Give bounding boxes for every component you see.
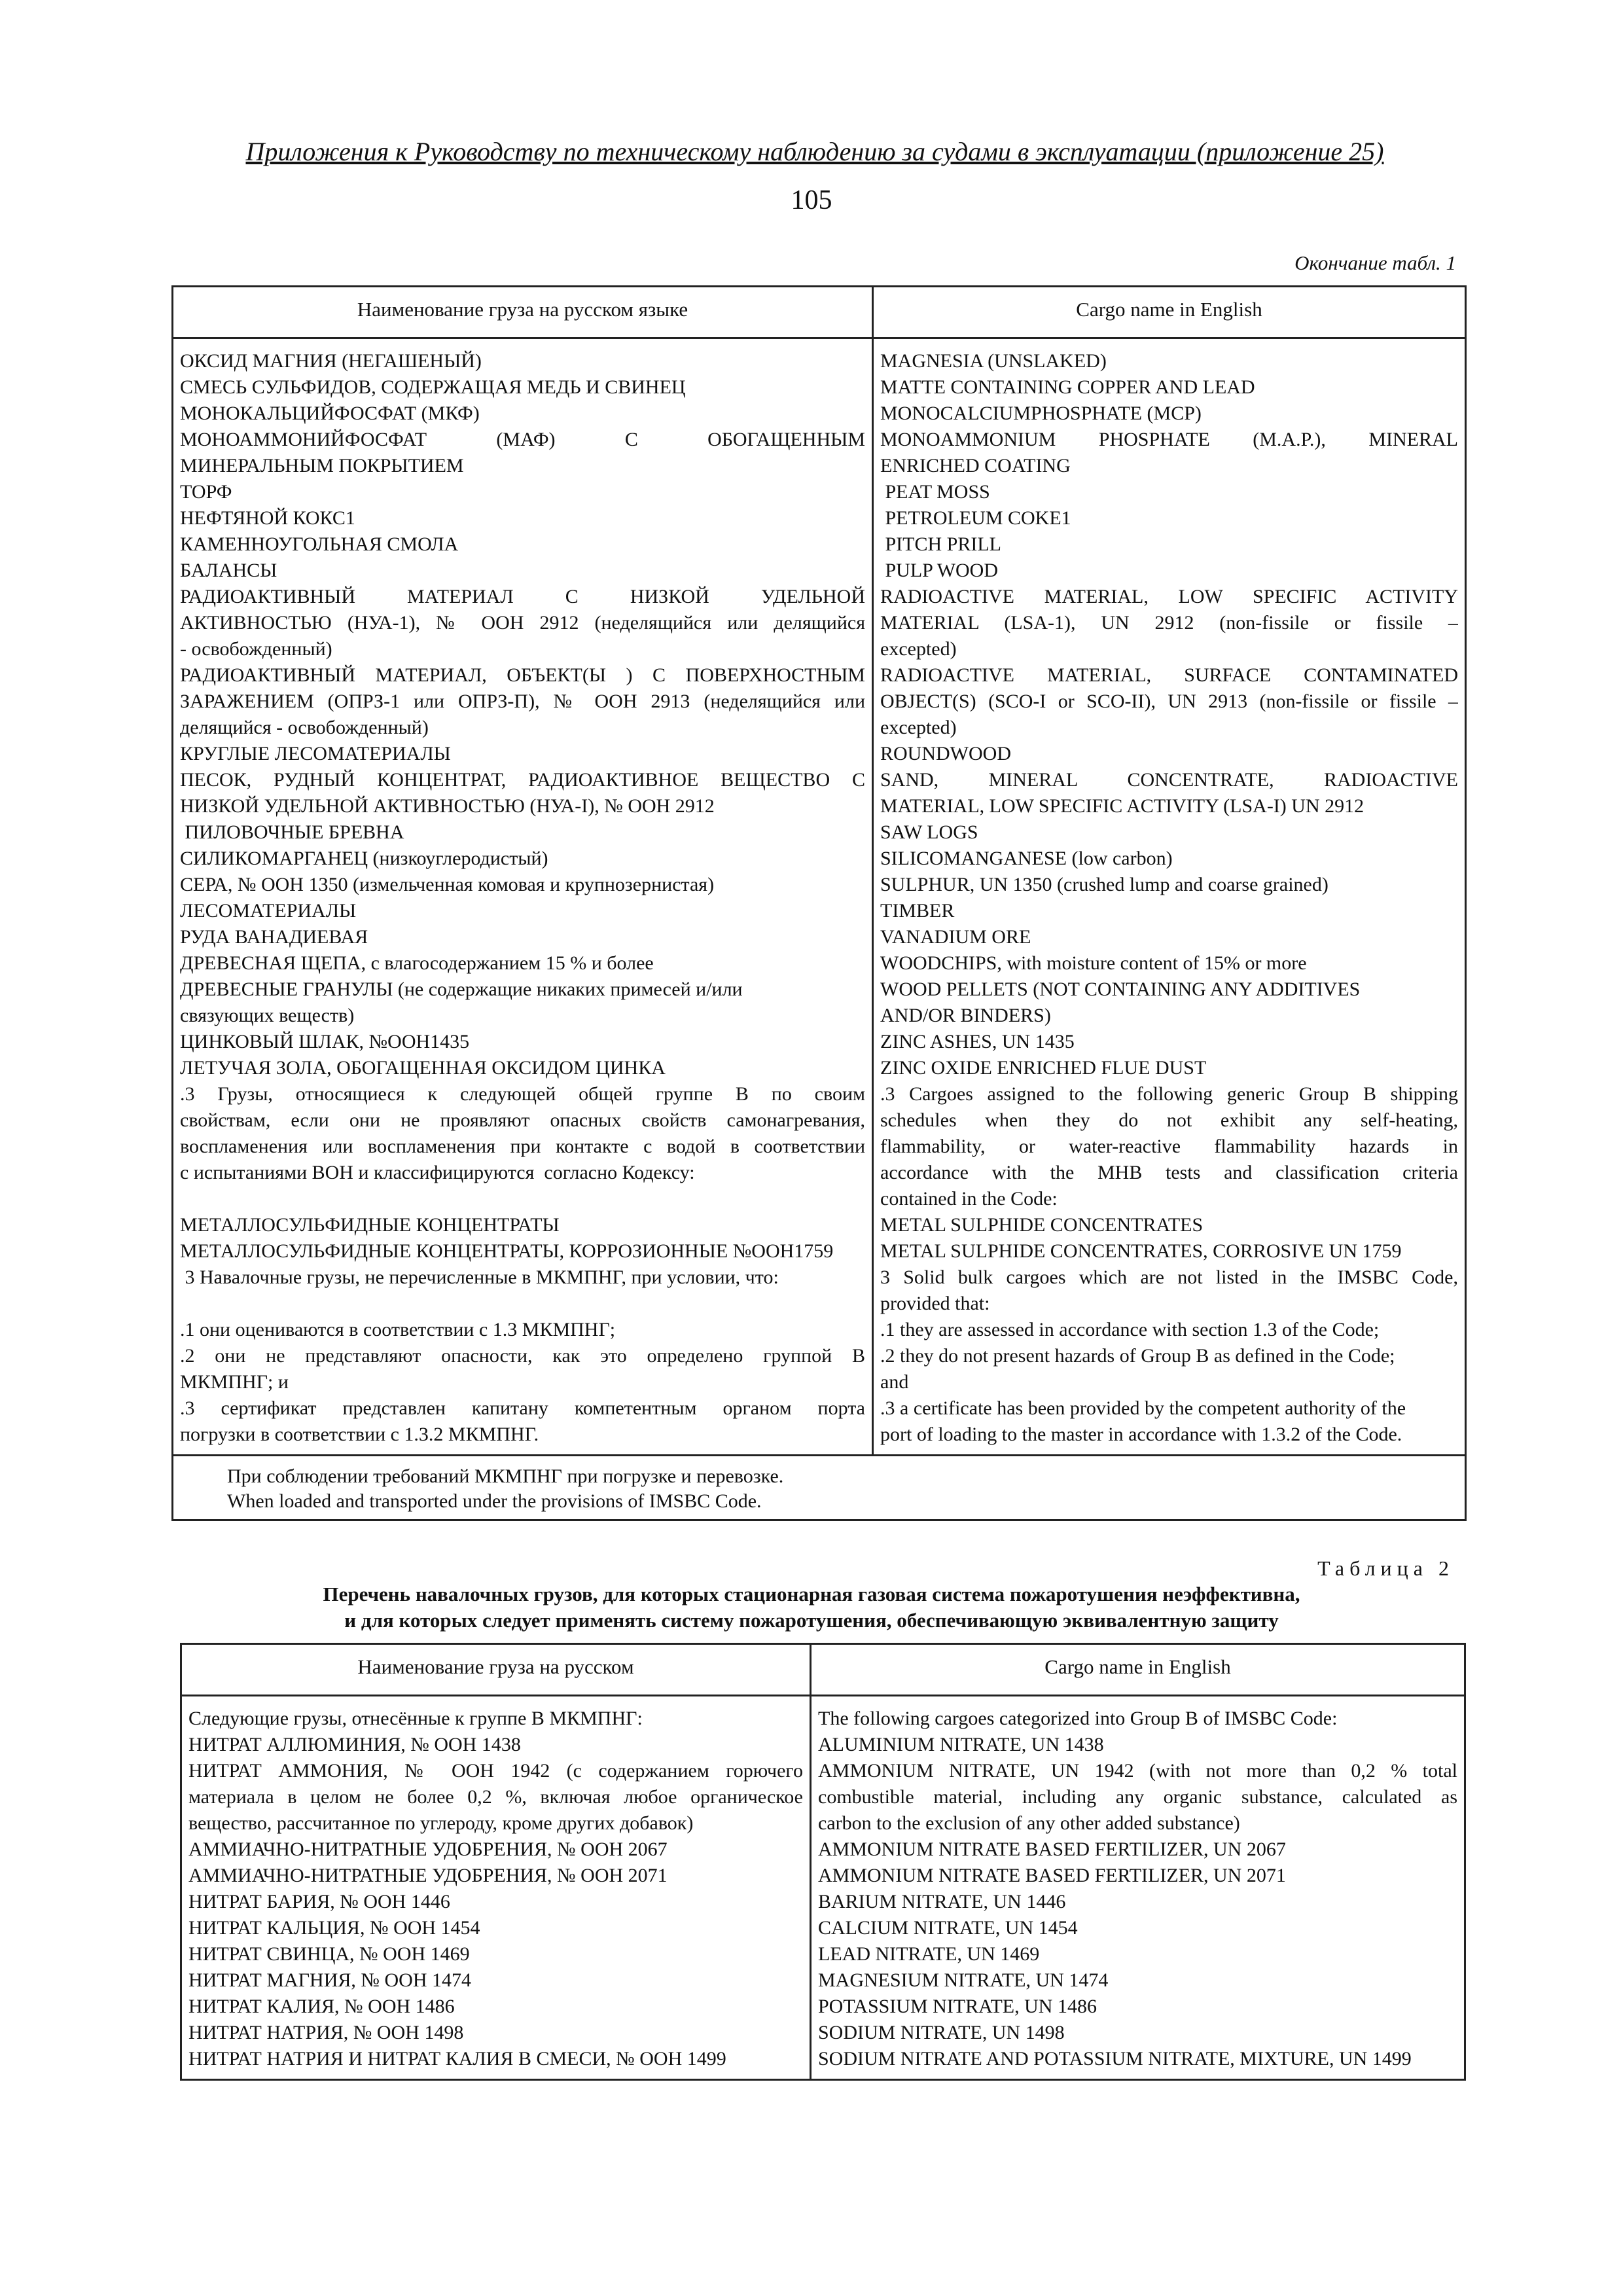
cargo-line: .2 they do not present hazards of Group B as defined in the Code; <box>880 1345 1395 1367</box>
cargo-line: воспламенения или воспламенения при контакте с водой в соответствии <box>180 1136 865 1157</box>
cargo-line: ALUMINIUM NITRATE, UN 1438 <box>818 1734 1104 1755</box>
cargo-line: связующих веществ) <box>180 1005 355 1026</box>
table-2-label: Таблица 2 <box>1317 1556 1454 1580</box>
cargo-line: МЕТАЛЛОСУЛЬФИДНЫЕ КОНЦЕНТРАТЫ <box>180 1214 560 1236</box>
cargo-line: ZINC ASHES, UN 1435 <box>880 1031 1075 1052</box>
cargo-line: WOOD PELLETS (NOT CONTAINING ANY ADDITIVES <box>880 978 1361 1000</box>
cargo-line: материала в целом не более 0,2 %, включая любое органическое <box>188 1786 803 1808</box>
cargo-line: RADIOACTIVE MATERIAL, LOW SPECIFIC ACTIVITY <box>880 586 1458 607</box>
table-2-column-header-english: Cargo name in English <box>811 1644 1465 1696</box>
cargo-line: вещество, рассчитанное по углероду, кроме других добавок) <box>188 1812 694 1834</box>
cargo-line: 3 Solid bulk cargoes which are not listed in the IMSBC Code, <box>880 1266 1458 1288</box>
cargo-line: MATERIAL, LOW SPECIFIC ACTIVITY (LSA-I) UN 2912 <box>880 795 1364 817</box>
cargo-line: АММИАЧНО-НИТРАТНЫЕ УДОБРЕНИЯ, № ООН 2071 <box>188 1865 668 1886</box>
table-body-row <box>173 338 1466 1456</box>
cargo-line: PETROLEUM COKE1 <box>880 507 1071 529</box>
cargo-line: POTASSIUM NITRATE, UN 1486 <box>818 1996 1097 2017</box>
cargo-line: CALCIUM NITRATE, UN 1454 <box>818 1917 1078 1939</box>
cargo-line: carbon to the exclusion of any other added substance) <box>818 1812 1240 1834</box>
table-2-column-header-russian: Наименование груза на русском <box>181 1644 811 1696</box>
cargo-line: НИТРАТ АЛЛЮМИНИЯ, № ООН 1438 <box>188 1734 521 1755</box>
cargo-table-1 <box>171 285 1467 1521</box>
cargo-line: НИТРАТ НАТРИЯ, № ООН 1498 <box>188 2022 464 2043</box>
cargo-line: .2 они не представляют опасности, как это определено группой В <box>180 1345 865 1367</box>
table-header-row <box>173 287 1466 338</box>
cargo-line: .3 сертификат представлен капитану компетентным органом порта <box>180 1397 865 1419</box>
cargo-line: and <box>880 1371 909 1393</box>
cargo-line: schedules when they do not exhibit any self-heating, <box>880 1109 1458 1131</box>
table-2-body-row <box>181 1696 1465 2080</box>
cargo-line: ТОРФ <box>180 481 232 503</box>
cargo-line: PEAT MOSS <box>880 481 990 503</box>
cargo-line: НИТРАТ НАТРИЯ И НИТРАТ КАЛИЯ В СМЕСИ, № ООН 1499 <box>188 2048 726 2070</box>
cargo-line: VANADIUM ORE <box>880 926 1031 948</box>
cargo-line: КАМЕННОУГОЛЬНАЯ СМОЛА <box>180 533 459 555</box>
footnote-english: When loaded and transported under the provisions of IMSBC Code. <box>227 1490 762 1512</box>
cargo-line: свойствам, если они не проявляют опасных свойств самонагревания, <box>180 1109 865 1131</box>
cargo-table-2 <box>180 1643 1466 2081</box>
cargo-line: КРУГЛЫЕ ЛЕСОМАТЕРИАЛЫ <box>180 743 451 764</box>
cargo-line: НИТРАТ МАГНИЯ, № ООН 1474 <box>188 1969 471 1991</box>
page-number: 105 <box>791 185 832 215</box>
cargo-line: ЛЕТУЧАЯ ЗОЛА, ОБОГАЩЕННАЯ ОКСИДОМ ЦИНКА <box>180 1057 666 1079</box>
cargo-line: RADIOACTIVE MATERIAL, SURFACE CONTAMINATED <box>880 664 1458 686</box>
cargo-line: AMMONIUM NITRATE BASED FERTILIZER, UN 2071 <box>818 1865 1286 1886</box>
cargo-line <box>180 1186 865 1212</box>
cargo-line: LEAD NITRATE, UN 1469 <box>818 1943 1040 1965</box>
cargo-line: combustible material, including any organic substance, calculated as <box>818 1786 1457 1808</box>
cargo-line: МОНОАММОНИЙФОСФАТ (МАФ) С ОБОГАЩЕННЫМ <box>180 429 865 450</box>
cargo-line: .3 a certificate has been provided by the competent authority of the <box>880 1397 1406 1419</box>
cargo-line: АКТИВНОСТЬЮ (НУА-1), № ООН 2912 (неделящийся или делящийся <box>180 612 865 634</box>
table-footnote <box>173 1456 1466 1520</box>
cargo-line: flammability, or water-reactive flammability hazards in <box>880 1136 1458 1157</box>
cargo-line: excepted) <box>880 638 957 660</box>
cargo-line: ОКСИД МАГНИЯ (НЕГАШЕНЫЙ) <box>180 350 482 372</box>
cargo-line: contained in the Code: <box>880 1188 1058 1210</box>
cargo-line: НИТРАТ АММОНИЯ, № ООН 1942 (с содержанием горючего <box>188 1760 803 1782</box>
cargo-line: НЕФТЯНОЙ КОКС1 <box>180 507 355 529</box>
cargo-line: SULPHUR, UN 1350 (crushed lump and coarse grained) <box>880 874 1329 895</box>
cargo-line: 3 Навалочные грузы, не перечисленные в МКМПНГ, при условии, что: <box>180 1266 779 1288</box>
cargo-line: .3 Cargoes assigned to the following generic Group B shipping <box>880 1083 1458 1105</box>
cargo-line: ПИЛОВОЧНЫЕ БРЕВНА <box>180 821 404 843</box>
cargo-line: ROUNDWOOD <box>880 743 1011 764</box>
cargo-line <box>180 1291 865 1317</box>
cargo-line: SAND, MINERAL CONCENTRATE, RADIOACTIVE <box>880 769 1458 791</box>
cargo-line: ДРЕВЕСНАЯ ЩЕПА, с влагосодержанием 15 % и более <box>180 952 654 974</box>
cargo-line: Следующие грузы, отнесённые к группе В МКМПНГ: <box>188 1708 643 1729</box>
cargo-line: ПЕСОК, РУДНЫЙ КОНЦЕНТРАТ, РАДИОАКТИВНОЕ ВЕЩЕСТВО С <box>180 769 865 791</box>
cargo-line: БАЛАНСЫ <box>180 560 277 581</box>
cargo-line: РАДИОАКТИВНЫЙ МАТЕРИАЛ, ОБЪЕКТ(Ы ) С ПОВЕРХНОСТНЫМ <box>180 664 865 686</box>
cargo-line: НИТРАТ КАЛЬЦИЯ, № ООН 1454 <box>188 1917 480 1939</box>
cargo-line: BARIUM NITRATE, UN 1446 <box>818 1891 1066 1912</box>
cargo-line: OBJECT(S) (SCO-I or SCO-II), UN 2913 (non-fissile or fissile – <box>880 691 1458 712</box>
cargo-line: ENRICHED COATING <box>880 455 1071 476</box>
cargo-line: с испытаниями ВОН и классифицируются согласно Кодексу: <box>180 1162 695 1183</box>
cargo-line: НИТРАТ СВИНЦА, № ООН 1469 <box>188 1943 470 1965</box>
cargo-line: ZINC OXIDE ENRICHED FLUE DUST <box>880 1057 1207 1079</box>
cargo-line: НИТРАТ БАРИЯ, № ООН 1446 <box>188 1891 450 1912</box>
cargo-line: METAL SULPHIDE CONCENTRATES, CORROSIVE UN 1759 <box>880 1240 1402 1262</box>
cargo-line: ЦИНКОВЫЙ ШЛАК, №ООН1435 <box>180 1031 470 1052</box>
cargo-line: ДРЕВЕСНЫЕ ГРАНУЛЫ (не содержащие никаких примесей и/или <box>180 978 743 1000</box>
cargo-line: МЕТАЛЛОСУЛЬФИДНЫЕ КОНЦЕНТРАТЫ, КОРРОЗИОННЫЕ №ООН1759 <box>180 1240 834 1262</box>
cargo-line: СИЛИКОМАРГАНЕЦ (низкоуглеродистый) <box>180 848 548 869</box>
cargo-line: MAGNESIUM NITRATE, UN 1474 <box>818 1969 1109 1991</box>
column-header-russian: Наименование груза на русском языке <box>173 287 873 338</box>
cargo-line: MONOCALCIUMPHOSPHATE (MCP) <box>880 403 1202 424</box>
cargo-line: PULP WOOD <box>880 560 999 581</box>
cargo-line: SODIUM NITRATE, UN 1498 <box>818 2022 1065 2043</box>
cargo-line: .1 они оцениваются в соответствии с 1.3 МКМПНГ; <box>180 1319 616 1340</box>
cargo-line: .3 Грузы, относящиеся к следующей общей группе В по своим <box>180 1083 865 1105</box>
column-header-english: Cargo name in English <box>873 287 1466 338</box>
cargo-line: СМЕСЬ СУЛЬФИДОВ, СОДЕРЖАЩАЯ МЕДЬ И СВИНЕЦ <box>180 376 686 398</box>
cargo-line: accordance with the MHB tests and classification criteria <box>880 1162 1458 1183</box>
cargo-line: ЗАРАЖЕНИЕМ (ОПРЗ-1 или ОПРЗ-П), № ООН 2913 (неделящийся или <box>180 691 865 712</box>
cargo-line: НИТРАТ КАЛИЯ, № ООН 1486 <box>188 1996 455 2017</box>
cargo-line: METAL SULPHIDE CONCENTRATES <box>880 1214 1204 1236</box>
russian-cargo-names <box>173 338 873 1456</box>
cargo-line: MAGNESIA (UNSLAKED) <box>880 350 1107 372</box>
cargo-line: TIMBER <box>880 900 955 922</box>
cargo-line: РУДА ВАНАДИЕВАЯ <box>180 926 368 948</box>
table-2-russian-cargo-names <box>181 1696 811 2080</box>
cargo-line: SAW LOGS <box>880 821 978 843</box>
cargo-line: ЛЕСОМАТЕРИАЛЫ <box>180 900 357 922</box>
running-header: Приложения к Руководству по техническому наблюдению за судами в эксплуатации (приложение 25) <box>245 137 1384 166</box>
cargo-line: MATERIAL (LSA-1), UN 2912 (non-fissile or fissile – <box>880 612 1458 634</box>
cargo-line: .1 they are assessed in accordance with section 1.3 of the Code; <box>880 1319 1380 1340</box>
cargo-line: MONOAMMONIUM PHOSPHATE (M.A.P.), MINERAL <box>880 429 1458 450</box>
cargo-line: погрузки в соответствии с 1.3.2 МКМПНГ. <box>180 1424 539 1445</box>
table-footer-row <box>173 1456 1466 1520</box>
cargo-line: МОНОКАЛЬЦИЙФОСФАТ (МКФ) <box>180 403 480 424</box>
table-2-header-row <box>181 1644 1465 1696</box>
cargo-line: НИЗКОЙ УДЕЛЬНОЙ АКТИВНОСТЬЮ (НУА-I), № ООН 2912 <box>180 795 715 817</box>
cargo-line: AMMONIUM NITRATE, UN 1942 (with not more than 0,2 % total <box>818 1760 1457 1782</box>
cargo-line: AMMONIUM NITRATE BASED FERTILIZER, UN 2067 <box>818 1839 1286 1860</box>
table-continuation-note: Окончание табл. 1 <box>1294 251 1456 274</box>
cargo-line: The following cargoes categorized into Group B of IMSBC Code: <box>818 1708 1338 1729</box>
cargo-line: МИНЕРАЛЬНЫМ ПОКРЫТИЕМ <box>180 455 464 476</box>
table-2-title-line-2: и для которых следует применять систему пожаротушения, обеспечивающую эквивалентную защиту <box>344 1609 1279 1632</box>
cargo-line: РАДИОАКТИВНЫЙ МАТЕРИАЛ С НИЗКОЙ УДЕЛЬНОЙ <box>180 586 865 607</box>
cargo-line: АММИАЧНО-НИТРАТНЫЕ УДОБРЕНИЯ, № ООН 2067 <box>188 1839 668 1860</box>
table-2-title-line-1: Перечень навалочных грузов, для которых стационарная газовая система пожаротушения неэффективна, <box>323 1583 1300 1605</box>
cargo-line: provided that: <box>880 1293 990 1314</box>
cargo-line: - освобожденный) <box>180 638 332 660</box>
cargo-line: СЕРА, № ООН 1350 (измельченная комовая и крупнозернистая) <box>180 874 715 895</box>
cargo-line: PITCH PRILL <box>880 533 1002 555</box>
table-2-english-cargo-names <box>811 1696 1465 2080</box>
cargo-line: SILICOMANGANESE (low carbon) <box>880 848 1173 869</box>
cargo-line: AND/OR BINDERS) <box>880 1005 1051 1026</box>
cargo-line: делящийся - освобожденный) <box>180 717 429 738</box>
cargo-line: МКМПНГ; и <box>180 1371 289 1393</box>
english-cargo-names <box>873 338 1466 1456</box>
footnote-russian: При соблюдении требований МКМПНГ при погрузке и перевозке. <box>227 1465 784 1487</box>
cargo-line: port of loading to the master in accordance with 1.3.2 of the Code. <box>880 1424 1402 1445</box>
cargo-line: SODIUM NITRATE AND POTASSIUM NITRATE, MIXTURE, UN 1499 <box>818 2048 1412 2070</box>
cargo-line: MATTE CONTAINING COPPER AND LEAD <box>880 376 1255 398</box>
cargo-line: WOODCHIPS, with moisture content of 15% or more <box>880 952 1307 974</box>
cargo-line: excepted) <box>880 717 957 738</box>
